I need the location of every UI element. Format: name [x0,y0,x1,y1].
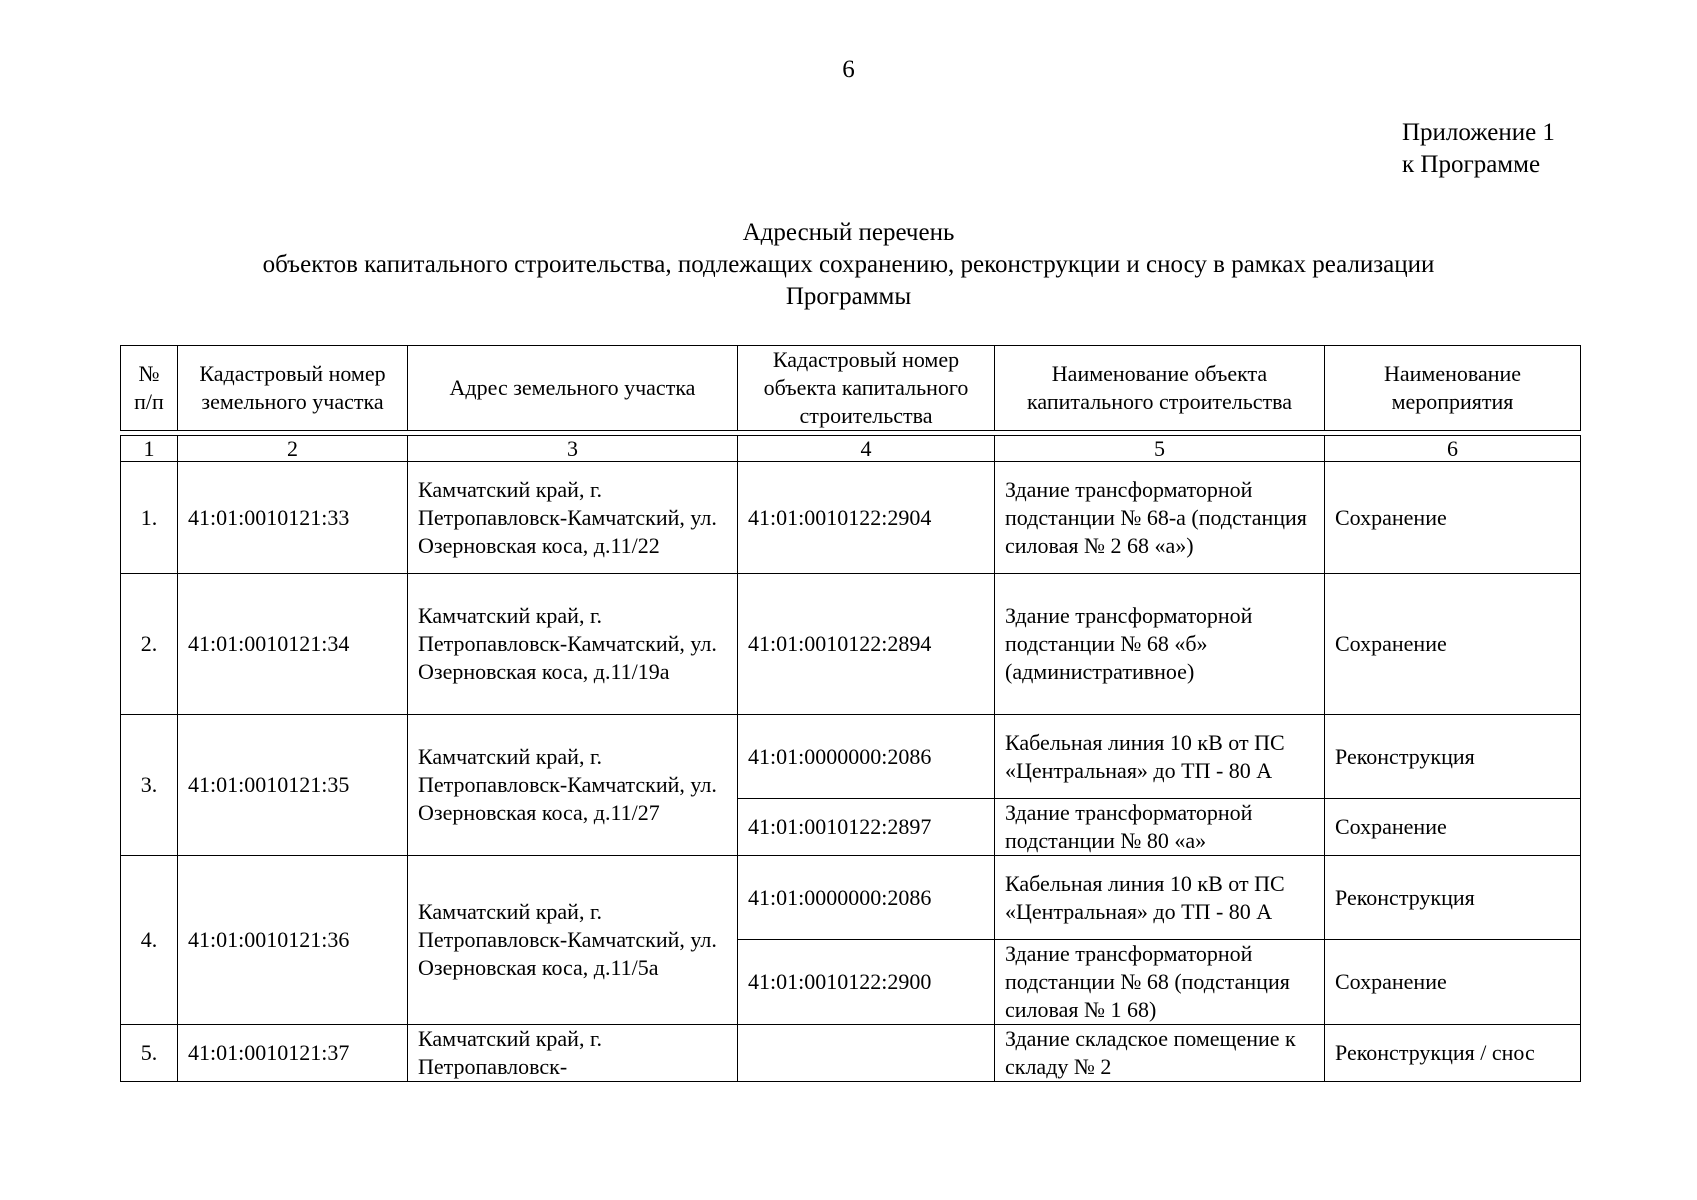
object-name: Кабельная линия 10 кВ от ПС «Центральная» до ТП - 80 А [995,715,1325,799]
row-number: 1. [121,462,178,574]
header-address: Адрес земельного участка [408,346,738,431]
action-name: Сохранение [1325,574,1581,715]
appendix-line-1: Приложение 1 [1402,119,1555,146]
object-cadastral-number: 41:01:0000000:2086 [738,715,995,799]
object-name: Здание трансформаторной подстанции № 68 «б» (административное) [995,574,1325,715]
column-number: 1 [121,436,178,462]
action-name: Реконструкция [1325,715,1581,799]
object-cadastral-number: 41:01:0010122:2894 [738,574,995,715]
table-row [121,462,1581,574]
table-row [121,715,1581,799]
object-cadastral-number: 41:01:0010122:2904 [738,462,995,574]
appendix-note [1402,117,1555,181]
action-name: Реконструкция [1325,856,1581,940]
land-cadastral-number: 41:01:0010121:33 [178,462,408,574]
object-name: Здание трансформаторной подстанции № 68-а (подстанция силовая № 2 68 «а») [995,462,1325,574]
table-header-row [121,346,1581,431]
title-line-1: Адресный перечень [742,219,955,246]
column-number-row [121,436,1581,462]
title-line-3: Программы [785,283,912,310]
action-name: Сохранение [1325,462,1581,574]
object-name: Здание трансформаторной подстанции № 80 «а» [995,799,1325,856]
land-cadastral-number: 41:01:0010121:37 [178,1025,408,1082]
land-cadastral-number: 41:01:0010121:35 [178,715,408,856]
land-address: Камчатский край, г. Петропавловск- [408,1025,738,1082]
row-number: 5. [121,1025,178,1082]
column-number: 6 [1325,436,1581,462]
land-address: Камчатский край, г. Петропавловск-Камчатский, ул. Озерновская коса, д.11/19а [408,574,738,715]
document-title [0,217,1697,313]
row-number: 3. [121,715,178,856]
header-num: № п/п [121,346,178,431]
header-object-cadastral: Кадастровый номер объекта капитального строительства [738,346,995,431]
header-object-name: Наименование объекта капитального строительства [995,346,1325,431]
action-name: Сохранение [1325,799,1581,856]
column-number: 3 [408,436,738,462]
header-land-cadastral: Кадастровый номер земельного участка [178,346,408,431]
table-row [121,856,1581,940]
object-name: Кабельная линия 10 кВ от ПС «Центральная» до ТП - 80 А [995,856,1325,940]
object-cadastral-number: 41:01:0010122:2900 [738,940,995,1025]
row-number: 2. [121,574,178,715]
appendix-line-2: к Программе [1402,151,1541,178]
object-cadastral-number: 41:01:0010122:2897 [738,799,995,856]
land-address: Камчатский край, г. Петропавловск-Камчатский, ул. Озерновская коса, д.11/22 [408,462,738,574]
object-cadastral-number [738,1025,995,1082]
column-number: 2 [178,436,408,462]
object-name: Здание трансформаторной подстанции № 68 (подстанция силовая № 1 68) [995,940,1325,1025]
table-row [121,1025,1581,1082]
row-number: 4. [121,856,178,1025]
object-cadastral-number: 41:01:0000000:2086 [738,856,995,940]
column-number: 5 [995,436,1325,462]
header-action: Наименование мероприятия [1325,346,1581,431]
table-row [121,574,1581,715]
action-name: Реконструкция / снос [1325,1025,1581,1082]
page-number: 6 [842,56,855,83]
land-address: Камчатский край, г. Петропавловск-Камчатский, ул. Озерновская коса, д.11/5а [408,856,738,1025]
action-name: Сохранение [1325,940,1581,1025]
column-number: 4 [738,436,995,462]
objects-table [120,345,1581,1082]
title-line-2: объектов капитального строительства, подлежащих сохранению, реконструкции и сносу в рамках реализации [262,251,1435,278]
land-cadastral-number: 41:01:0010121:34 [178,574,408,715]
land-cadastral-number: 41:01:0010121:36 [178,856,408,1025]
object-name: Здание складское помещение к складу № 2 [995,1025,1325,1082]
land-address: Камчатский край, г. Петропавловск-Камчатский, ул. Озерновская коса, д.11/27 [408,715,738,856]
